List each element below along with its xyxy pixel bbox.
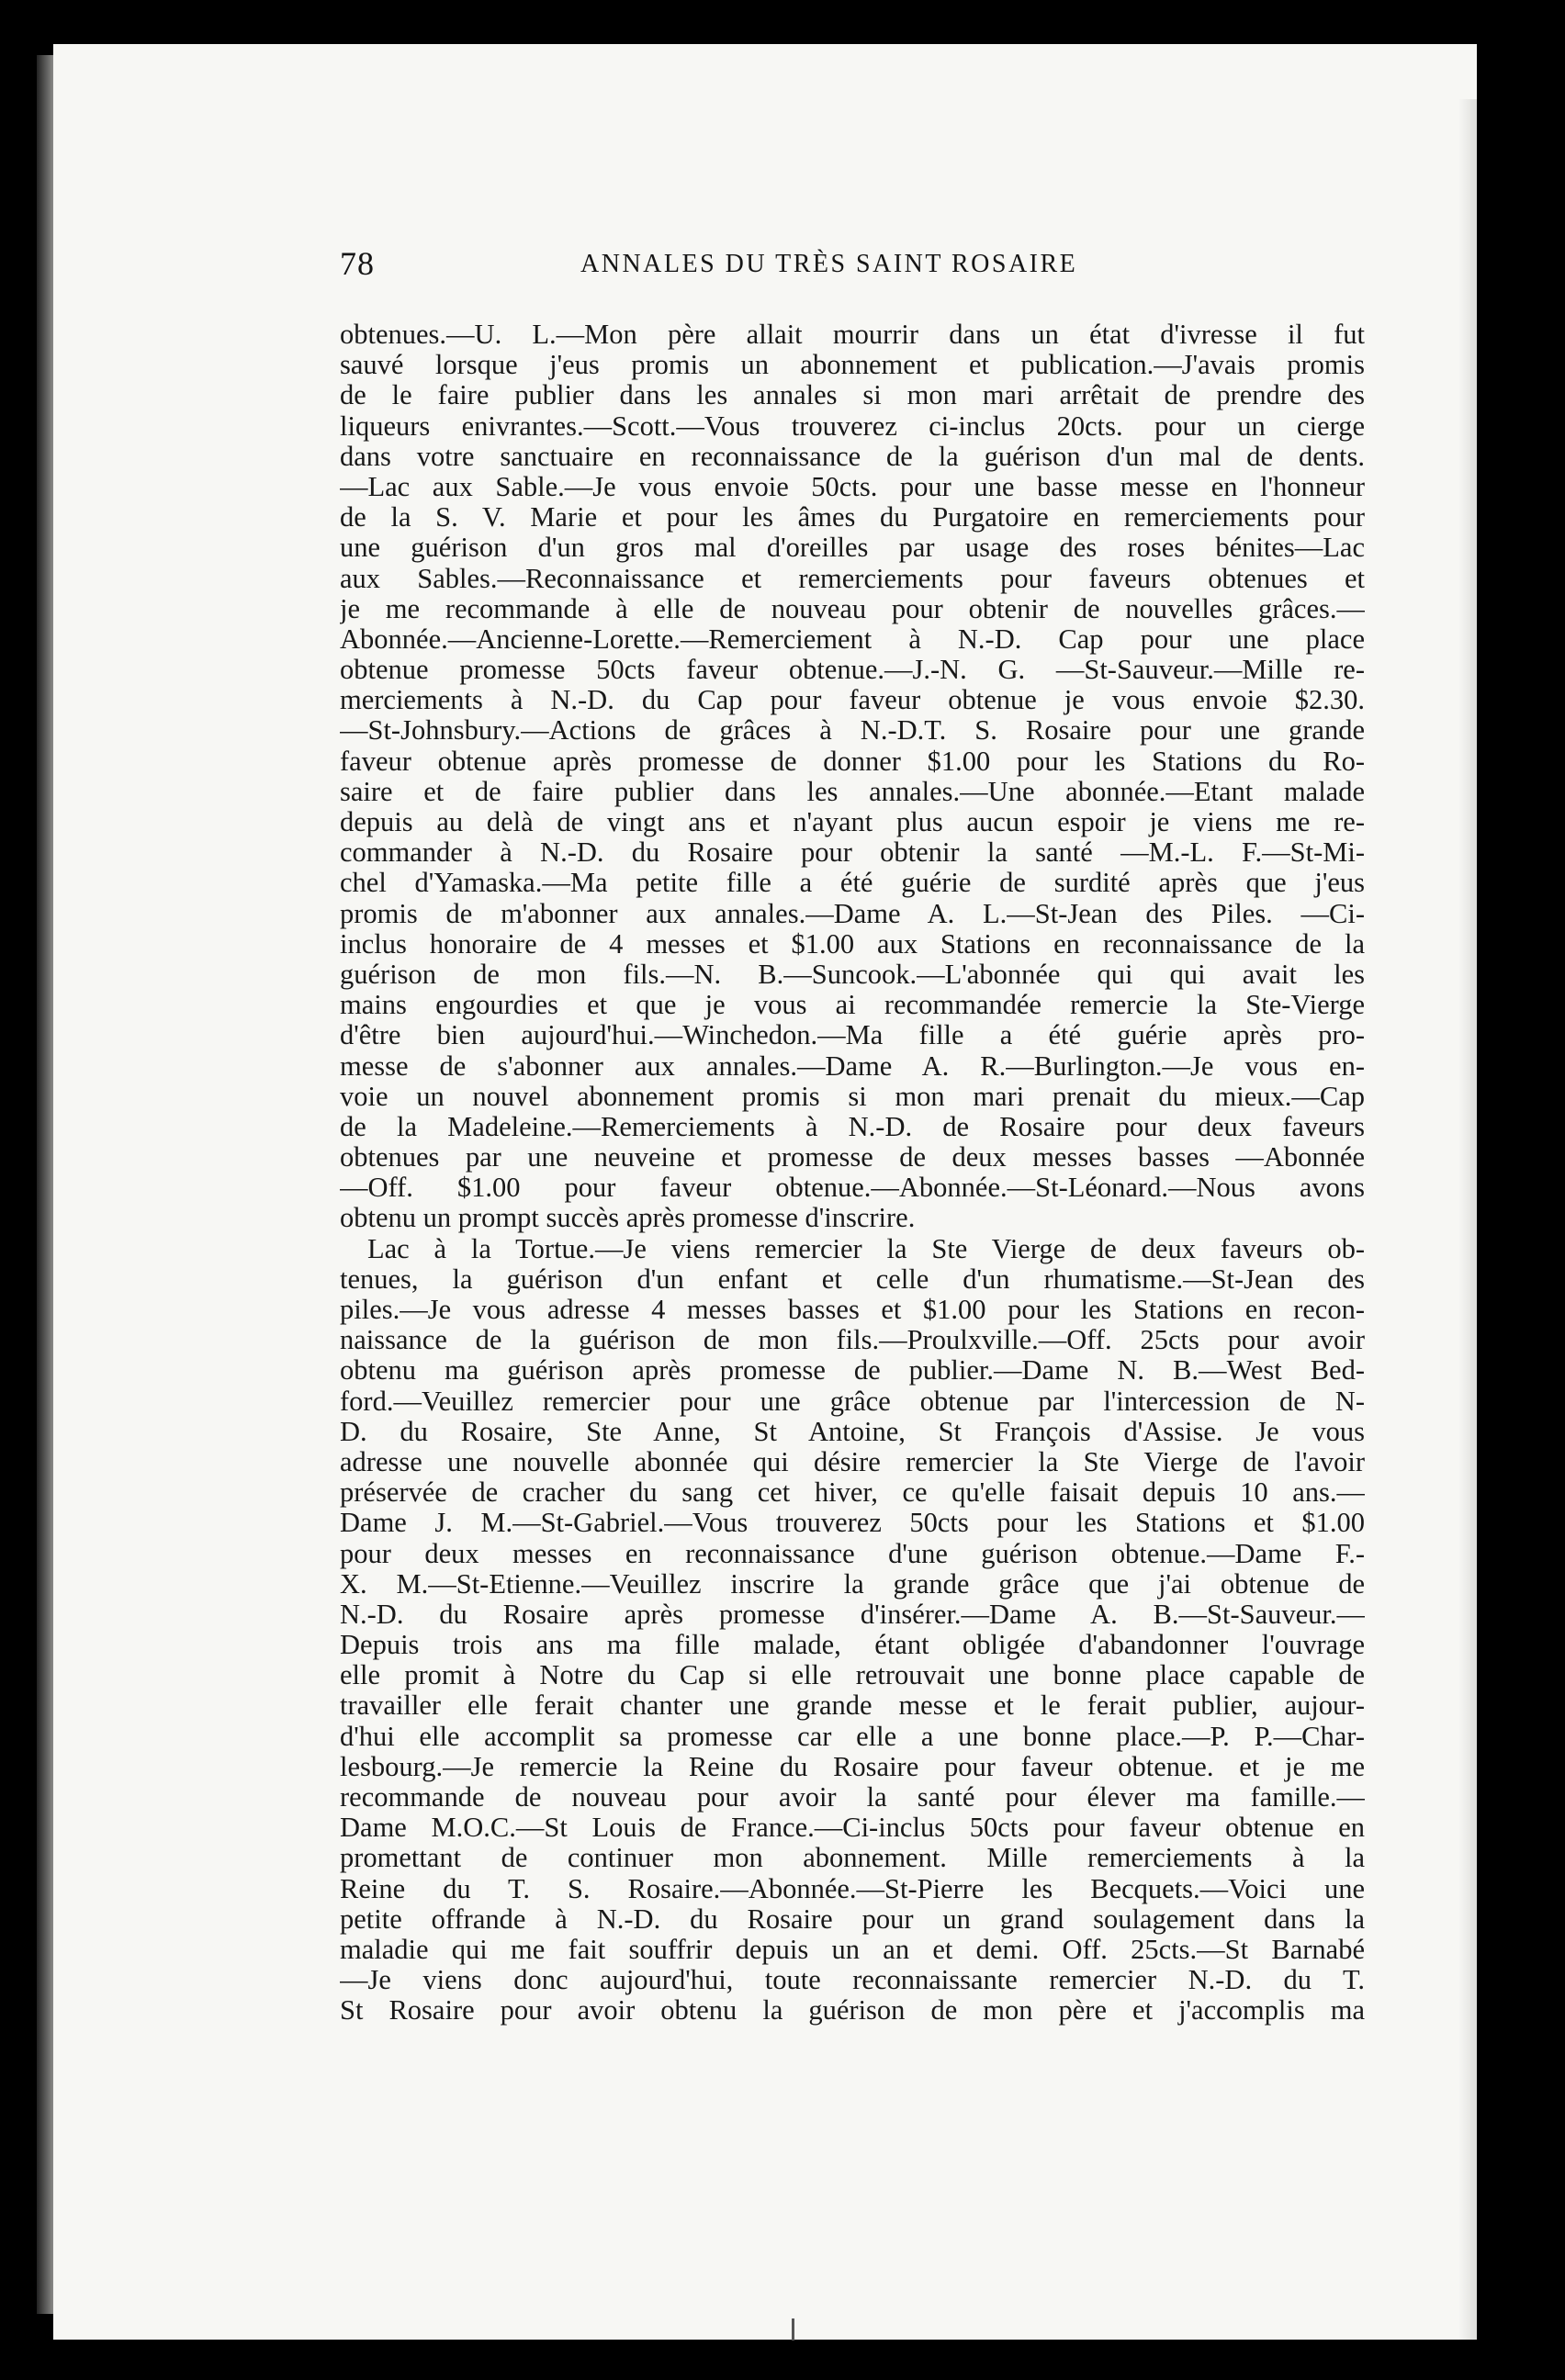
- text-line: obtenu ma guérison après promesse de publier.—Dame N. B.—West Bed-: [340, 1355, 1365, 1386]
- text-line: Depuis trois ans ma fille malade, étant obligée d'abandonner l'ouvrage: [340, 1630, 1365, 1661]
- text-line: D. du Rosaire, Ste Anne, St Antoine, St François d'Assise. Je vous: [340, 1416, 1365, 1447]
- text-line: N.-D. du Rosaire après promesse d'insérer.—Dame A. B.—St-Sauveur.—: [340, 1599, 1365, 1630]
- text-line: mains engourdies et que je vous ai recommandée remercie la Ste-Vierge: [340, 990, 1365, 1021]
- text-line: X. M.—St-Etienne.—Veuillez inscrire la grande grâce que j'ai obtenue de: [340, 1568, 1365, 1600]
- text-line: messe de s'abonner aux annales.—Dame A. R.—Burlington.—Je vous en-: [340, 1050, 1365, 1082]
- text-line: Dame J. M.—St-Gabriel.—Vous trouverez 50cts pour les Stations et $1.00: [340, 1508, 1365, 1539]
- scan-mark: [792, 2318, 794, 2341]
- text-line: lesbourg.—Je remercie la Reine du Rosaire pour faveur obtenue. et je me: [340, 1751, 1365, 1782]
- text-line: merciements à N.-D. du Cap pour faveur obtenue je vous envoie $2.30.: [340, 685, 1365, 716]
- text-line: naissance de la guérison de mon fils.—Proulxville.—Off. 25cts pour avoir: [340, 1325, 1365, 1356]
- text-line: saire et de faire publier dans les annales.—Une abonnée.—Etant malade: [340, 776, 1365, 807]
- page-header: [340, 244, 1378, 281]
- text-line: promis de m'abonner aux annales.—Dame A. L.—St-Jean des Piles. —Ci-: [340, 898, 1365, 929]
- text-line: St Rosaire pour avoir obtenu la guérison de mon père et j'accomplis ma: [340, 1995, 1365, 2026]
- text-line: obtenue promesse 50cts faveur obtenue.—J.-N. G. —St-Sauveur.—Mille re-: [340, 655, 1365, 686]
- text-line: d'hui elle accomplit sa promesse car elle a une bonne place.—P. P.—Char-: [340, 1721, 1365, 1752]
- text-line: Reine du T. S. Rosaire.—Abonnée.—St-Pierre les Becquets.—Voici une: [340, 1873, 1365, 1904]
- text-line: commander à N.-D. du Rosaire pour obtenir la santé —M.-L. F.—St-Mi-: [340, 837, 1365, 869]
- text-line: —Off. $1.00 pour faveur obtenue.—Abonnée.—St-Léonard.—Nous avons: [340, 1173, 1365, 1204]
- running-title: ANNALES DU TRÈS SAINT ROSAIRE: [580, 250, 1078, 278]
- text-line: préservée de cracher du sang cet hiver, ce qu'elle faisait depuis 10 ans.—: [340, 1477, 1365, 1509]
- text-line: promettant de continuer mon abonnement. Mille remerciements à la: [340, 1843, 1365, 1874]
- text-line: de le faire publier dans les annales si mon mari arrêtait de prendre des: [340, 380, 1365, 411]
- text-line: elle promit à Notre du Cap si elle retrouvait une bonne place capable de: [340, 1660, 1365, 1691]
- text-line: —Je viens donc aujourd'hui, toute reconnaissante remercier N.-D. du T.: [340, 1965, 1365, 1996]
- text-line: guérison de mon fils.—N. B.—Suncook.—L'abonnée qui qui avait les: [340, 959, 1365, 990]
- text-line: piles.—Je vous adresse 4 messes basses et $1.00 pour les Stations en recon-: [340, 1295, 1365, 1325]
- text-line: travailler elle ferait chanter une grande messe et le ferait publier, aujour-: [340, 1690, 1365, 1722]
- text-line: —Lac aux Sable.—Je vous envoie 50cts. pour une basse messe en l'honneur: [340, 471, 1365, 502]
- text-line: —St-Johnsbury.—Actions de grâces à N.-D.T. S. Rosaire pour une grande: [340, 715, 1365, 747]
- page-number: 78: [340, 245, 375, 282]
- text-line: inclus honoraire de 4 messes et $1.00 aux Stations en reconnaissance de la: [340, 928, 1365, 960]
- text-line: obtenues.—U. L.—Mon père allait mourrir dans un état d'ivresse il fut: [340, 320, 1365, 350]
- text-line: de la Madeleine.—Remerciements à N.-D. de Rosaire pour deux faveurs: [340, 1111, 1365, 1142]
- text-line: pour deux messes en reconnaissance d'une guérison obtenue.—Dame F.-: [340, 1538, 1365, 1569]
- text-line: d'être bien aujourd'hui.—Winchedon.—Ma fille a été guérie après pro-: [340, 1020, 1365, 1051]
- text-line: je me recommande à elle de nouveau pour obtenir de nouvelles grâces.—: [340, 593, 1365, 624]
- text-line: recommande de nouveau pour avoir la santé pour élever ma famille.—: [340, 1782, 1365, 1813]
- text-line: chel d'Yamaska.—Ma petite fille a été guérie de surdité après que j'eus: [340, 868, 1365, 899]
- text-line: maladie qui me fait souffrir depuis un an et demi. Off. 25cts.—St Barnabé: [340, 1934, 1365, 1965]
- text-line: Lac à la Tortue.—Je viens remercier la Ste Vierge de deux faveurs ob-: [367, 1233, 1365, 1264]
- text-line: obtenu un prompt succès après promesse d'inscrire.: [340, 1203, 916, 1234]
- text-line: faveur obtenue après promesse de donner $1.00 pour les Stations du Ro-: [340, 746, 1365, 777]
- text-line: aux Sables.—Reconnaissance et remerciements pour faveurs obtenues et: [340, 563, 1365, 594]
- text-line: dans votre sanctuaire en reconnaissance de la guérison d'un mal de dents.: [340, 441, 1365, 472]
- text-line: une guérison d'un gros mal d'oreilles par usage des roses bénites—Lac: [340, 533, 1365, 564]
- body-text: [340, 320, 1365, 2026]
- binding-shadow: [1458, 99, 1477, 2340]
- text-line: adresse une nouvelle abonnée qui désire remercier la Ste Vierge de l'avoir: [340, 1446, 1365, 1477]
- text-line: de la S. V. Marie et pour les âmes du Purgatoire en remerciements pour: [340, 502, 1365, 533]
- text-line: liqueurs enivrantes.—Scott.—Vous trouverez ci-inclus 20cts. pour un cierge: [340, 410, 1365, 442]
- text-line: Dame M.O.C.—St Louis de France.—Ci-inclus 50cts pour faveur obtenue en: [340, 1813, 1365, 1844]
- text-line: depuis au delà de vingt ans et n'ayant plus aucun espoir je viens me re-: [340, 807, 1365, 837]
- text-line: petite offrande à N.-D. du Rosaire pour un grand soulagement dans la: [340, 1903, 1365, 1935]
- text-line: ford.—Veuillez remercier pour une grâce obtenue par l'intercession de N-: [340, 1386, 1365, 1417]
- text-line: obtenues par une neuveine et promesse de deux messes basses —Abonnée: [340, 1142, 1365, 1173]
- text-line: Abonnée.—Ancienne-Lorette.—Remerciement à N.-D. Cap pour une place: [340, 623, 1365, 655]
- text-line: tenues, la guérison d'un enfant et celle d'un rhumatisme.—St-Jean des: [340, 1263, 1365, 1295]
- text-line: sauvé lorsque j'eus promis un abonnement et publication.—J'avais promis: [340, 350, 1365, 381]
- text-line: voie un nouvel abonnement promis si mon mari prenait du mieux.—Cap: [340, 1081, 1365, 1112]
